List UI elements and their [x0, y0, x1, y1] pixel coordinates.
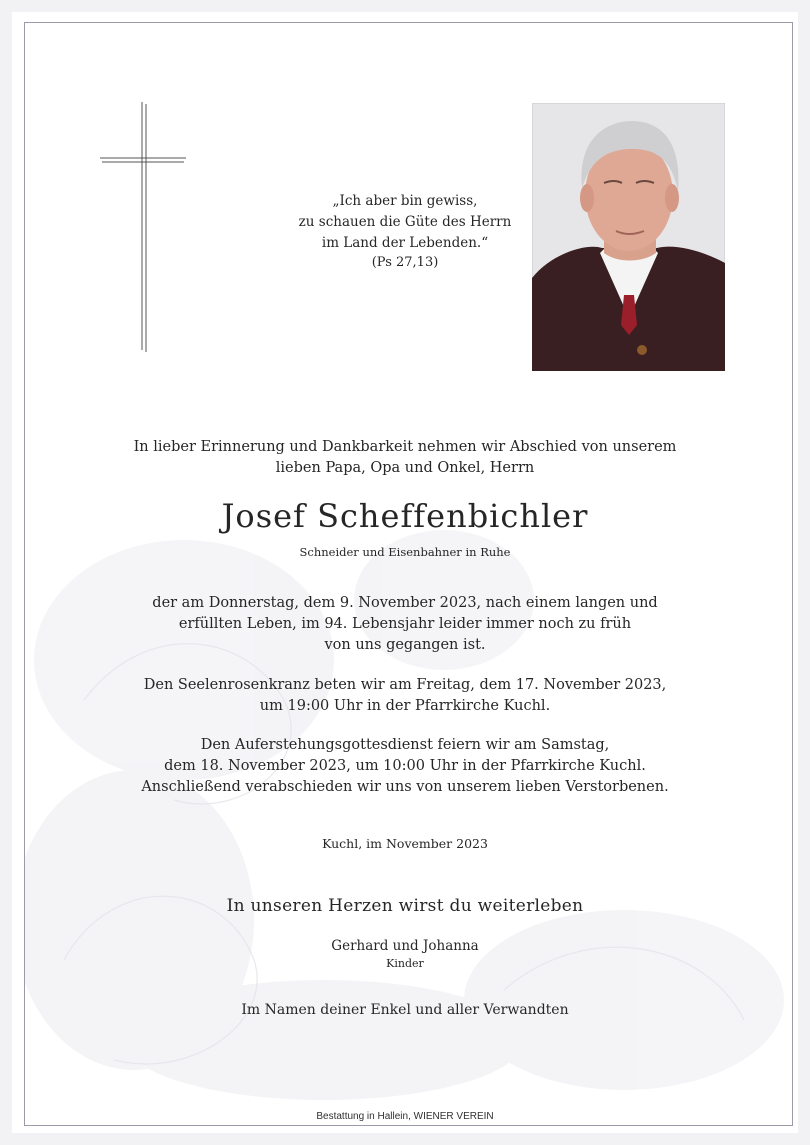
- intro-text: [0, 437, 810, 479]
- portrait-photo: [532, 103, 725, 371]
- funeral-home-footer: Bestattung in Hallein, WIENER VEREIN: [316, 1111, 494, 1122]
- signer-role: Kinder: [386, 957, 424, 970]
- quote-line: im Land der Lebenden.“: [321, 235, 489, 251]
- paragraph-line: dem 18. November 2023, um 10:00 Uhr in der Pfarrkirche Kuchl.: [164, 758, 646, 774]
- quote-line: zu schauen die Güte des Herrn: [298, 214, 512, 230]
- signer-names: Gerhard und Johanna: [331, 938, 479, 954]
- deceased-name: Josef Scheffenbichler: [221, 497, 589, 535]
- paragraph-line: um 19:00 Uhr in der Pfarrkirche Kuchl.: [259, 698, 551, 714]
- paragraph-line: Anschließend verabschieden wir uns von unserem lieben Verstorbenen.: [141, 779, 669, 795]
- paragraph-line: erfüllten Leben, im 94. Lebensjahr leider immer noch zu früh: [178, 616, 632, 632]
- intro-line: In lieber Erinnerung und Dankbarkeit nehmen wir Abschied von unserem: [133, 439, 677, 455]
- quote-reference: (Ps 27,13): [371, 255, 439, 270]
- quote-line: „Ich aber bin gewiss,: [332, 193, 478, 209]
- memorial-motto: In unseren Herzen wirst du weiterleben: [226, 896, 584, 916]
- paragraph-line: Den Auferstehungsgottesdienst feiern wir am Samstag,: [200, 737, 610, 753]
- death-notice-paragraph: [0, 593, 810, 656]
- deceased-occupation: Schneider und Eisenbahner in Ruhe: [299, 545, 511, 559]
- cross-icon: [100, 102, 186, 352]
- place-date: Kuchl, im November 2023: [322, 836, 488, 851]
- paragraph-line: der am Donnerstag, dem 9. November 2023, nach einem langen und: [152, 595, 658, 611]
- rosary-paragraph: [0, 675, 810, 717]
- funeral-mass-paragraph: [0, 735, 810, 798]
- paragraph-line: von uns gegangen ist.: [324, 637, 486, 653]
- paragraph-line: Den Seelenrosenkranz beten wir am Freitag, dem 17. November 2023,: [143, 677, 667, 693]
- relatives-line: Im Namen deiner Enkel und aller Verwandten: [241, 1002, 569, 1018]
- intro-line: lieben Papa, Opa und Onkel, Herrn: [275, 460, 535, 476]
